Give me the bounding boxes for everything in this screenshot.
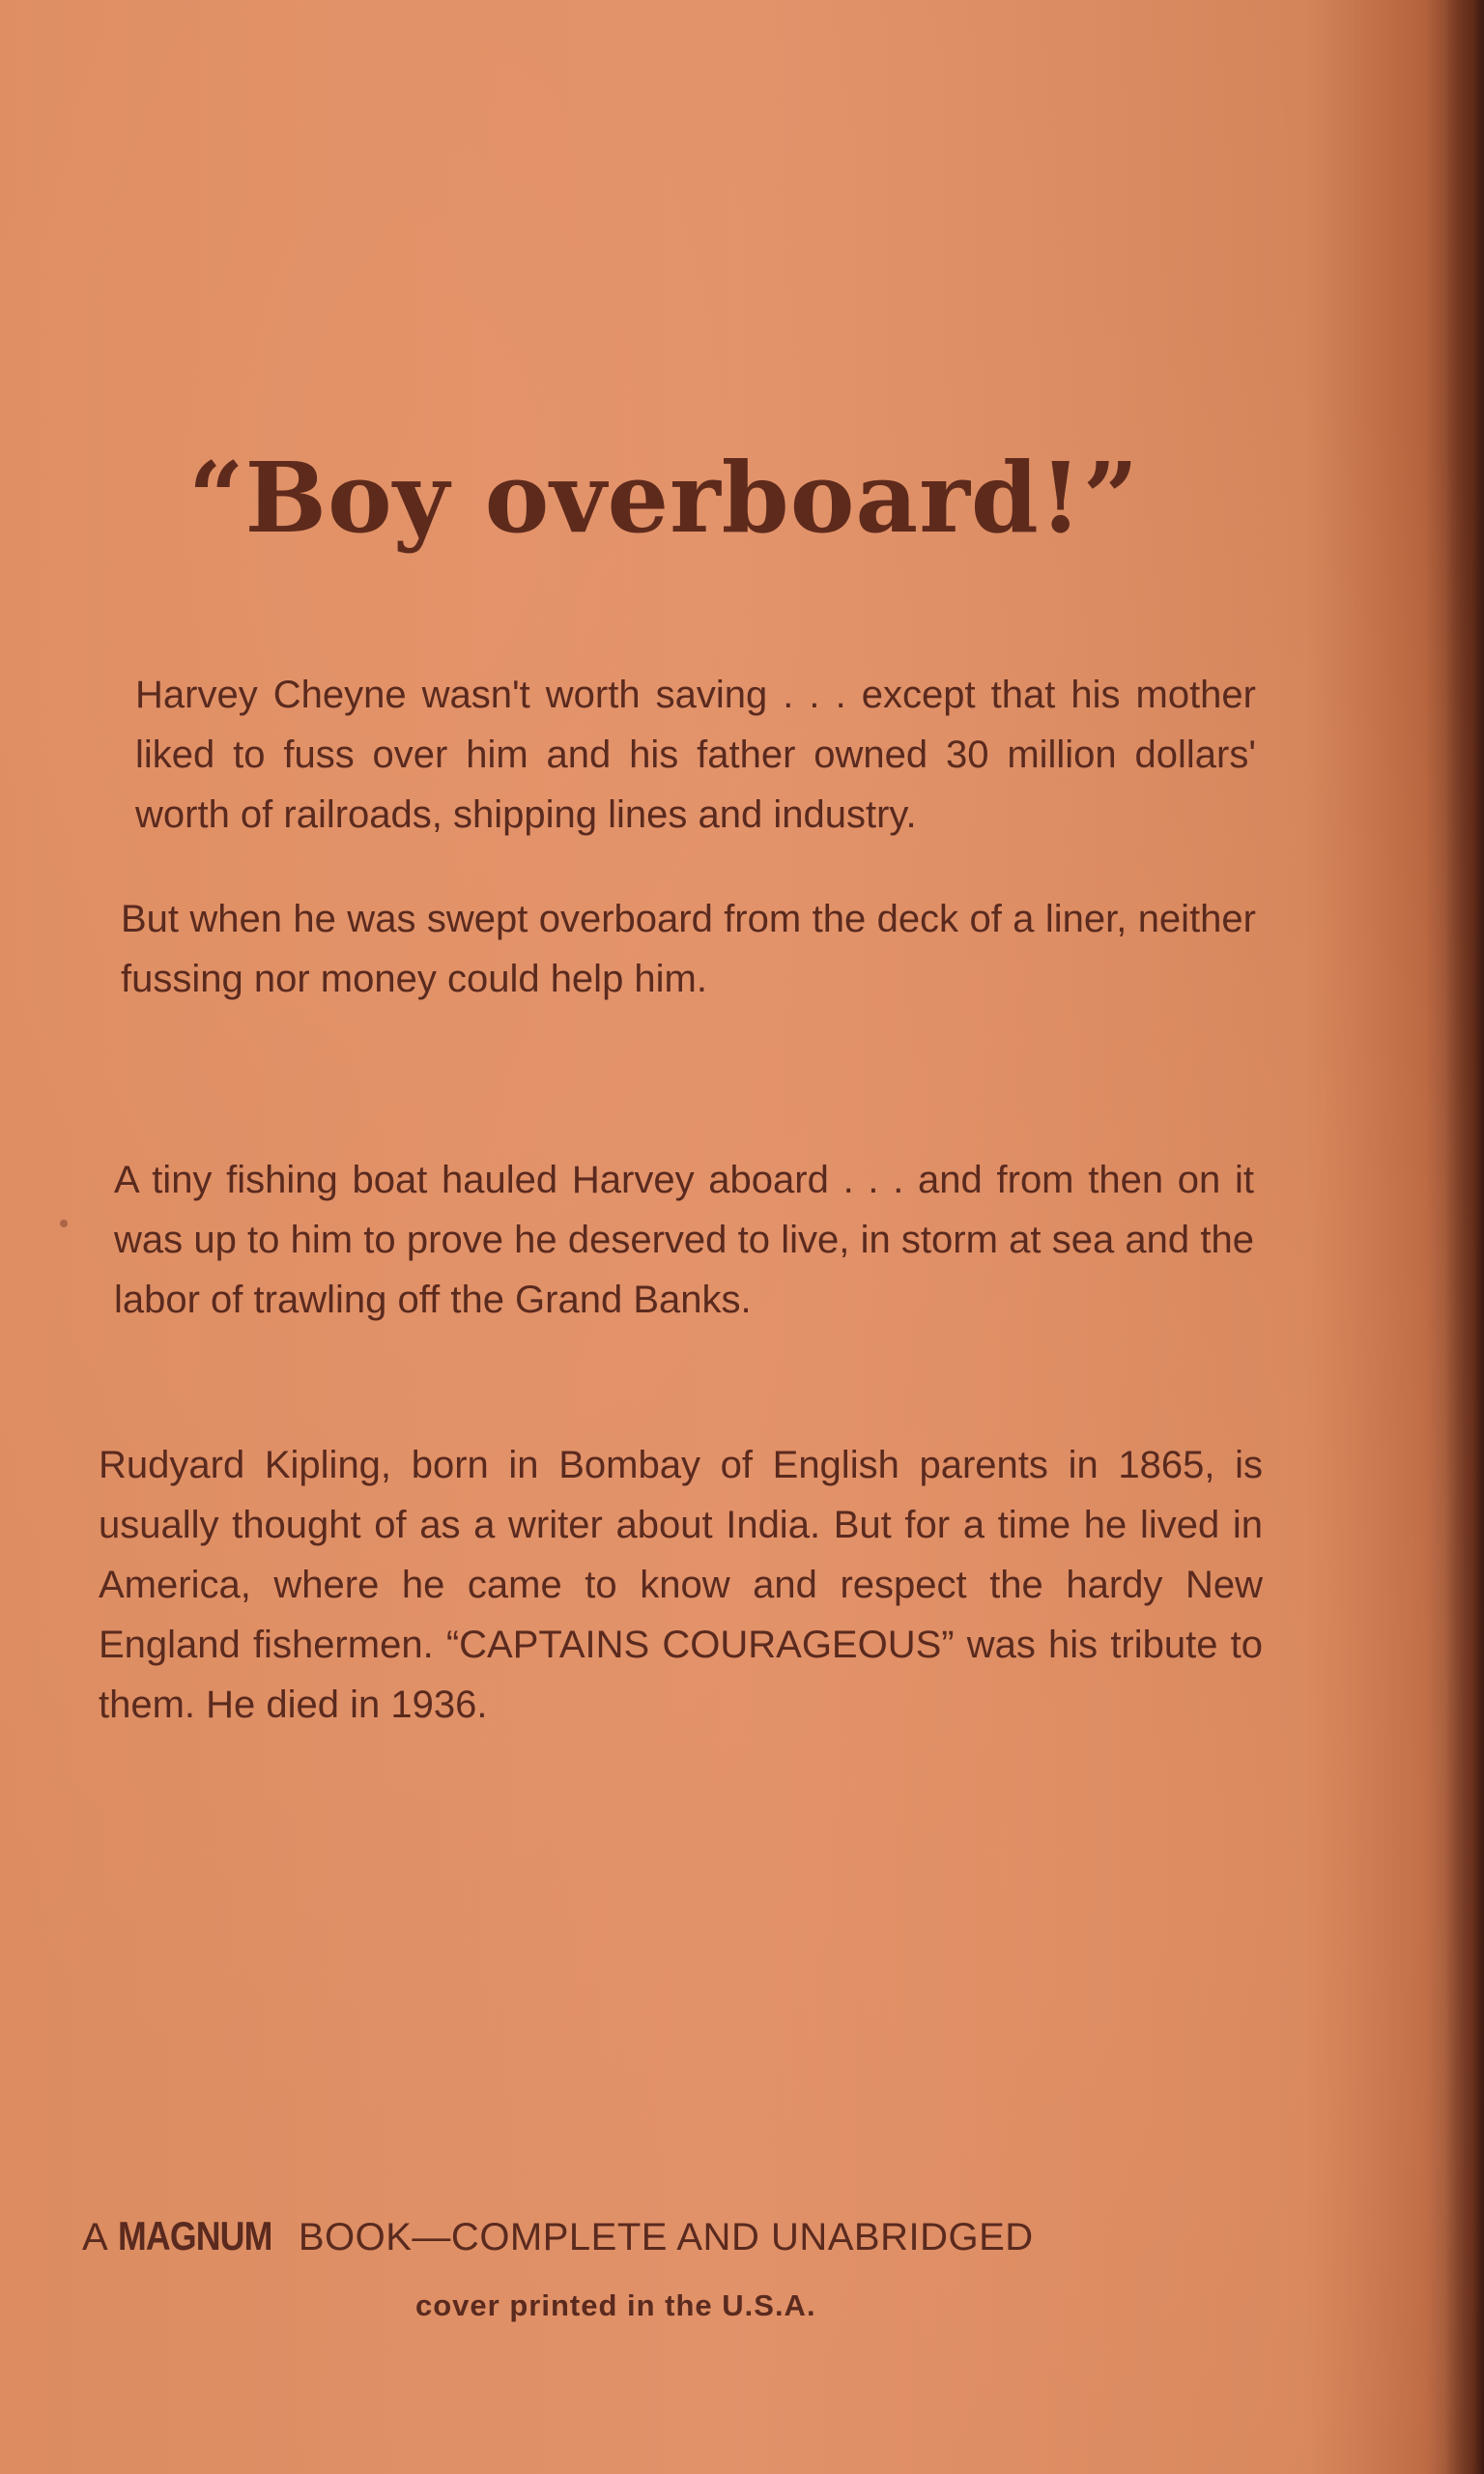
headline: “Boy overboard!” bbox=[188, 441, 1140, 555]
publisher-prefix: A bbox=[82, 2216, 118, 2258]
printed-in-note: cover printed in the U.S.A. bbox=[415, 2288, 816, 2322]
publisher-logo-text: MAGNUM bbox=[117, 2213, 272, 2258]
publisher-suffix: BOOK—COMPLETE AND UNABRIDGED bbox=[287, 2216, 1034, 2258]
publisher-line bbox=[82, 2213, 1299, 2259]
author-bio-paragraph: Rudyard Kipling, born in Bombay of English parents in 1865, is usually thought of as a writer about India. But for a time he lived in America, where he came to know and respect the hardy New England fishermen. “CAPTAINS COURAGEOUS” was his tribute to them. He died in 1936. bbox=[99, 1444, 1263, 1726]
blurb-paragraph-1: Harvey Cheyne wasn't worth saving . . . except that his mother liked to fuss over him and his father owned 30 million dollars' worth of railroads, shipping lines and industry. bbox=[135, 674, 1256, 836]
book-spine-edge bbox=[1445, 0, 1484, 2474]
blurb-paragraph-2: But when he was swept overboard from the deck of a liner, neither fussing nor money could help him. bbox=[121, 898, 1256, 1000]
paper-speck bbox=[60, 1220, 68, 1227]
blurb-paragraph-3: A tiny fishing boat hauled Harvey aboard . . . and from then on it was up to him to prove he deserved to live, in storm at sea and the labor of trawling off the Grand Banks. bbox=[114, 1159, 1254, 1321]
